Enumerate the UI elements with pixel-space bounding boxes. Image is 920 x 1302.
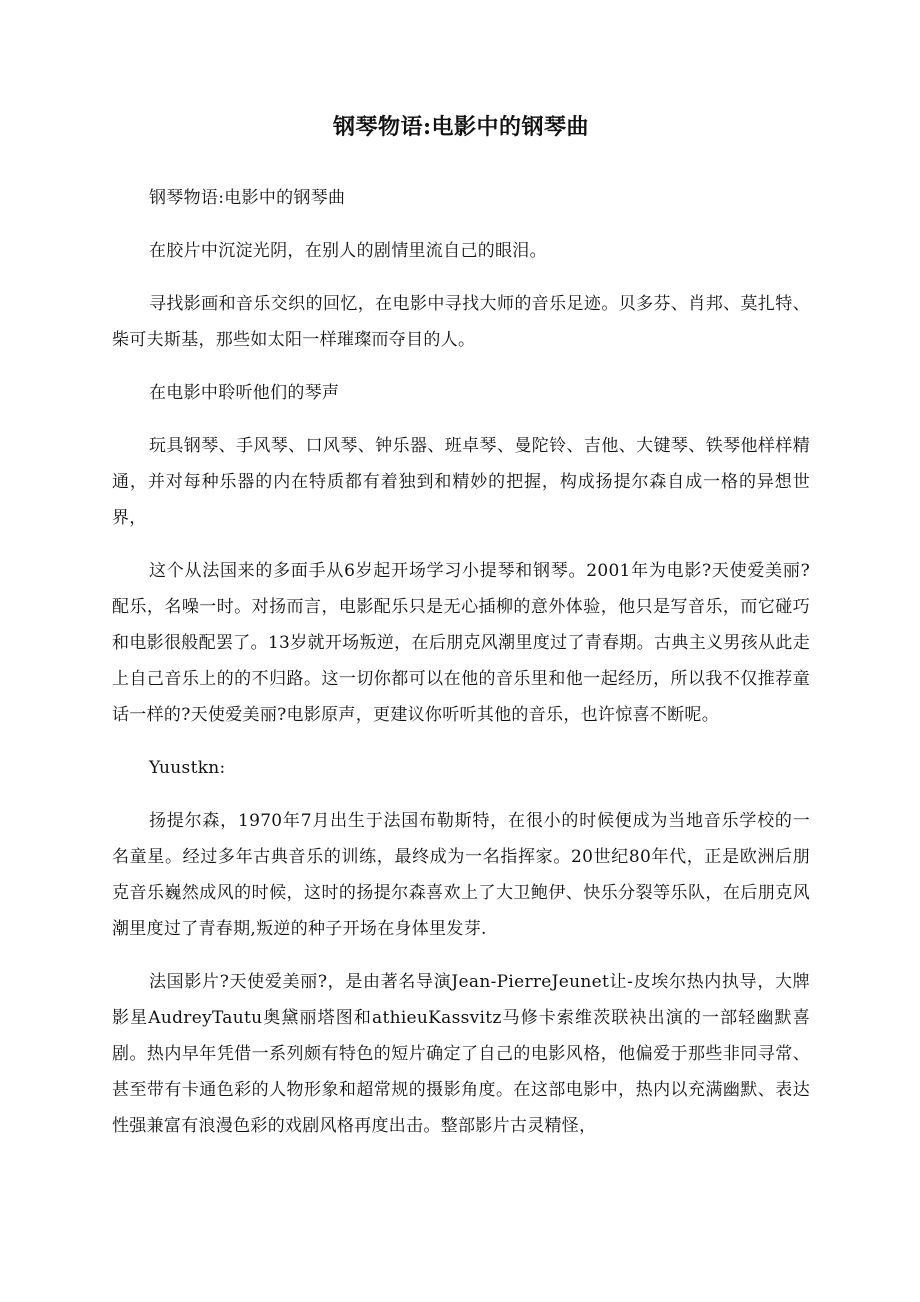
paragraph: 扬提尔森，1970年7月出生于法国布勒斯特，在很小的时候便成为当地音乐学校的一名童星。经过多年古典音乐的训练，最终成为一名指挥家。20世纪80年代，正是欧洲后朋克音乐巍然成风的时候，这时的扬提尔森喜欢上了大卫鲍伊、快乐分裂等乐队，在后朋克风潮里度过了青春期,叛逆的种子开场在身体里发芽.: [112, 811, 810, 939]
paragraph: Yuustkn:: [149, 758, 226, 778]
document-title: 钢琴物语:电影中的钢琴曲: [332, 114, 590, 140]
paragraph: 这个从法国来的多面手从6岁起开场学习小提琴和钢琴。2001年为电影?天使爱美丽?配乐，名噪一时。对扬而言，电影配乐只是无心插柳的意外体验，他只是写音乐，而它碰巧和电影很般配罢了。13岁就开场叛逆，在后朋克风潮里度过了青春期。古典主义男孩从此走上自己音乐上的的不归路。这一切你都可以在他的音乐里和他一起经历，所以我不仅推荐童话一样的?天使爱美丽?电影原声，更建议你听听其他的音乐，也许惊喜不断呢。: [112, 561, 810, 725]
paragraph: 法国影片?天使爱美丽?，是由著名导演Jean-PierreJeunet让-皮埃尔热内执导，大牌影星AudreyTautu奥黛丽塔图和athieuKassvitz马修卡索维茨联袂出演的一部轻幽默喜剧。热内早年凭借一系列颇有特色的短片确定了自己的电影风格，他偏爱于那些非同寻常、甚至带有卡通色彩的人物形象和超常规的摄影角度。在这部电影中，热内以充满幽默、表达性强兼富有浪漫色彩的戏剧风格再度出击。整部影片古灵精怪，: [112, 972, 810, 1136]
document-body: [112, 180, 810, 1161]
paragraph: 在电影中聆听他们的琴声: [149, 383, 340, 403]
paragraph: 在胶片中沉淀光阴，在别人的剧情里流自己的眼泪。: [149, 241, 547, 261]
paragraph: 钢琴物语:电影中的钢琴曲: [149, 188, 346, 208]
paragraph: 玩具钢琴、手风琴、口风琴、钟乐器、班卓琴、曼陀铃、吉他、大键琴、铁琴他样样精通，并对每种乐器的内在特质都有着独到和精妙的把握，构成扬提尔森自成一格的异想世界，: [112, 436, 810, 528]
paragraph: 寻找影画和音乐交织的回忆，在电影中寻找大师的音乐足迹。贝多芬、肖邦、莫扎特、柴可夫斯基，那些如太阳一样璀璨而夺目的人。: [112, 294, 810, 350]
